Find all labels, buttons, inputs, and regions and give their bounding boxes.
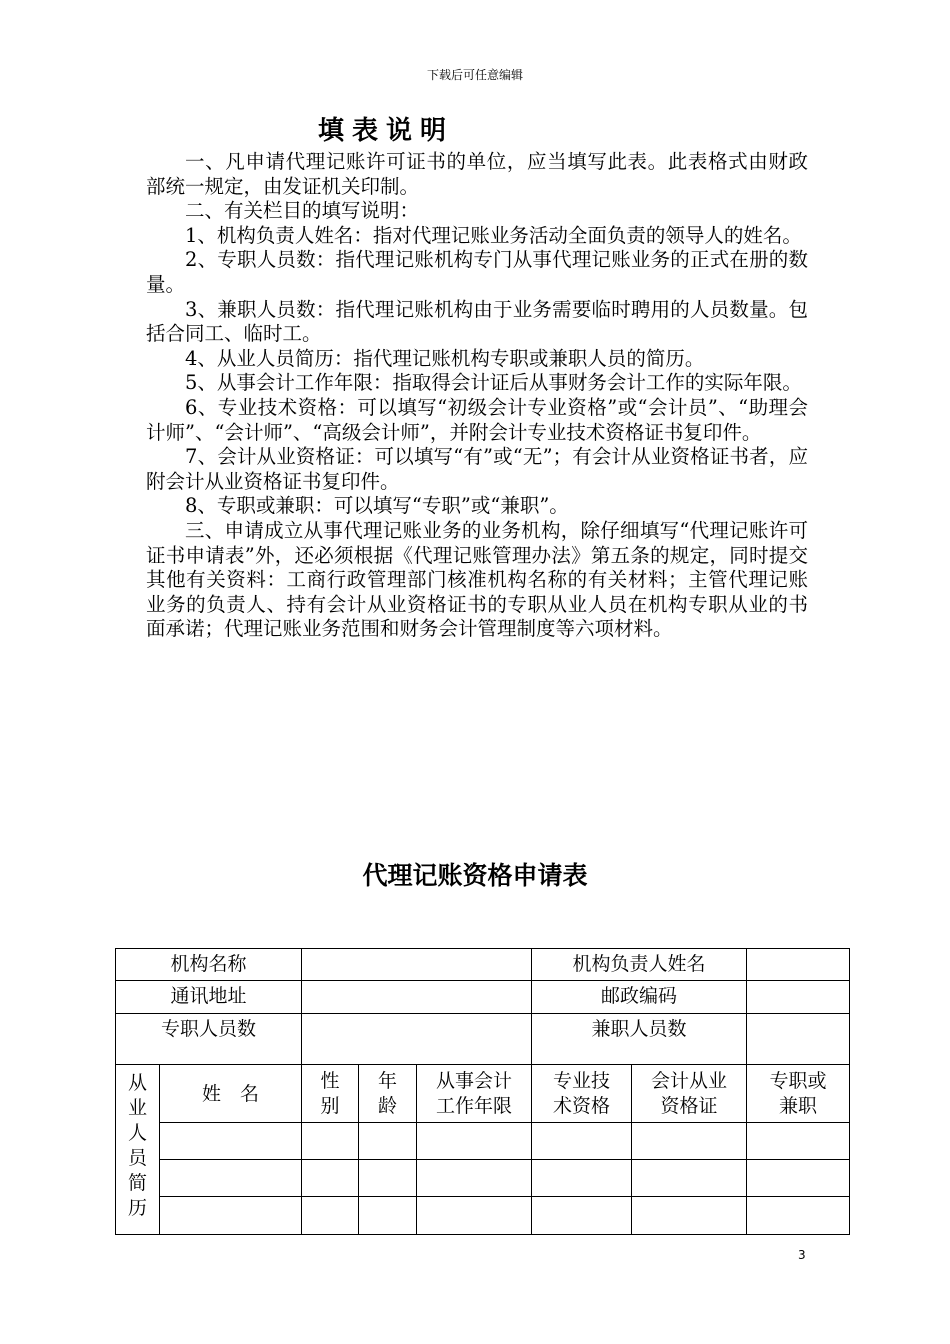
staff-age-cell[interactable] (359, 1160, 417, 1197)
staff-type-cell[interactable] (747, 1160, 850, 1197)
staff-certificate-cell[interactable] (632, 1123, 747, 1160)
col-type-header (747, 1065, 850, 1123)
staff-age-cell[interactable] (359, 1197, 417, 1235)
head-name-field[interactable] (747, 949, 850, 981)
staff-name-cell[interactable] (160, 1160, 302, 1197)
instruction-paragraph: 7、会计从业资格证：可以填写“有”或“无”；有会计从业资格证书者，应附会计从业资格证书复印件。 (146, 445, 808, 493)
fulltime-count-label: 专职人员数 (116, 1014, 302, 1065)
col-years-line1: 从事会计 (436, 1070, 513, 1092)
table-row (116, 1123, 850, 1160)
staff-gender-cell[interactable] (302, 1123, 359, 1160)
staff-certificate-cell[interactable] (632, 1160, 747, 1197)
col-type-line2: 兼职 (779, 1095, 818, 1117)
staff-years-cell[interactable] (417, 1160, 532, 1197)
instruction-paragraph: 2、专职人员数：指代理记账机构专门从事代理记账业务的正式在册的数量。 (146, 248, 808, 296)
staff-name-cell[interactable] (160, 1123, 302, 1160)
staff-section-label (116, 1065, 160, 1235)
staff-type-cell[interactable] (747, 1197, 850, 1235)
instruction-paragraph: 6、专业技术资格：可以填写“初级会计专业资格”或“会计员”、“助理会计师”、“会计师”、“高级会计师”，并附会计专业技术资格证书复印件。 (146, 395, 808, 444)
fulltime-count-field[interactable] (302, 1014, 532, 1065)
col-age-header (359, 1065, 417, 1123)
staff-qualification-cell[interactable] (532, 1197, 632, 1235)
staff-years-cell[interactable] (417, 1123, 532, 1160)
instruction-paragraph: 4、从业人员简历：指代理记账机构专职或兼职人员的简历。 (185, 346, 705, 370)
application-table (115, 948, 850, 1235)
col-qualification-header (532, 1065, 632, 1123)
col-name-text: 姓 名 (202, 1083, 260, 1105)
staff-qualification-cell[interactable] (532, 1123, 632, 1160)
staff-type-cell[interactable] (747, 1123, 850, 1160)
staff-section-text: 从业人员简历 (128, 1072, 148, 1219)
parttime-count-field[interactable] (747, 1014, 850, 1065)
instruction-paragraph: 3、兼职人员数：指代理记账机构由于业务需要临时聘用的人员数量。包括合同工、临时工。 (146, 297, 808, 346)
staff-years-cell[interactable] (417, 1197, 532, 1235)
col-age-text: 年龄 (378, 1070, 398, 1117)
col-years-line2: 工作年限 (436, 1095, 513, 1117)
col-qualification-line2: 术资格 (553, 1095, 611, 1117)
col-qualification-line1: 专业技 (553, 1070, 611, 1092)
staff-qualification-cell[interactable] (532, 1160, 632, 1197)
col-gender-header (302, 1065, 359, 1123)
postcode-label: 邮政编码 (532, 981, 747, 1014)
table-row (116, 1160, 850, 1197)
staff-name-cell[interactable] (160, 1197, 302, 1235)
col-type-line1: 专职或 (769, 1070, 827, 1092)
page-number: 3 (798, 1248, 806, 1262)
col-certificate-line2: 资格证 (660, 1095, 718, 1117)
col-name-header (160, 1065, 302, 1123)
instruction-paragraph: 三、申请成立从事代理记账业务的业务机构，除仔细填写“代理记账许可证书申请表”外，还必须根据《代理记账管理办法》第五条的规定，同时提交其他有关资料：工商行政管理部门核准机构名称的有关材料；主管代理记账业务的负责人、持有会计从业资格证书的专职从业人员在机构专职从业的书面承诺；代理记账业务范围和财务会计管理制度等六项材料。 (146, 518, 808, 641)
address-field[interactable] (302, 981, 532, 1014)
col-gender-text: 性别 (320, 1070, 340, 1117)
head-name-label: 机构负责人姓名 (532, 949, 747, 981)
staff-age-cell[interactable] (359, 1123, 417, 1160)
staff-gender-cell[interactable] (302, 1160, 359, 1197)
staff-gender-cell[interactable] (302, 1197, 359, 1235)
instructions-body (146, 150, 808, 642)
header-note: 下载后可任意编辑 (426, 68, 523, 82)
instruction-paragraph: 5、从事会计工作年限：指取得会计证后从事财务会计工作的实际年限。 (185, 371, 802, 395)
staff-certificate-cell[interactable] (632, 1197, 747, 1235)
instruction-paragraph: 一、凡申请代理记账许可证书的单位，应当填写此表。此表格式由财政部统一规定，由发证机关印制。 (146, 150, 808, 198)
instruction-paragraph: 二、有关栏目的填写说明： (185, 199, 420, 223)
org-name-label: 机构名称 (116, 949, 302, 981)
address-label: 通讯地址 (116, 981, 302, 1014)
postcode-field[interactable] (747, 981, 850, 1014)
col-certificate-line1: 会计从业 (651, 1070, 728, 1092)
org-name-field[interactable] (302, 949, 532, 981)
instruction-paragraph: 1、机构负责人姓名：指对代理记账业务活动全面负责的领导人的姓名。 (185, 223, 802, 247)
parttime-count-label: 兼职人员数 (532, 1014, 747, 1065)
form-title: 代理记账资格申请表 (362, 861, 588, 890)
col-certificate-header (632, 1065, 747, 1123)
instruction-paragraph: 8、专职或兼职：可以填写“专职”或“兼职”。 (185, 494, 569, 518)
table-row (116, 1197, 850, 1235)
col-years-header (417, 1065, 532, 1123)
instructions-title: 填表说明 (318, 116, 455, 146)
